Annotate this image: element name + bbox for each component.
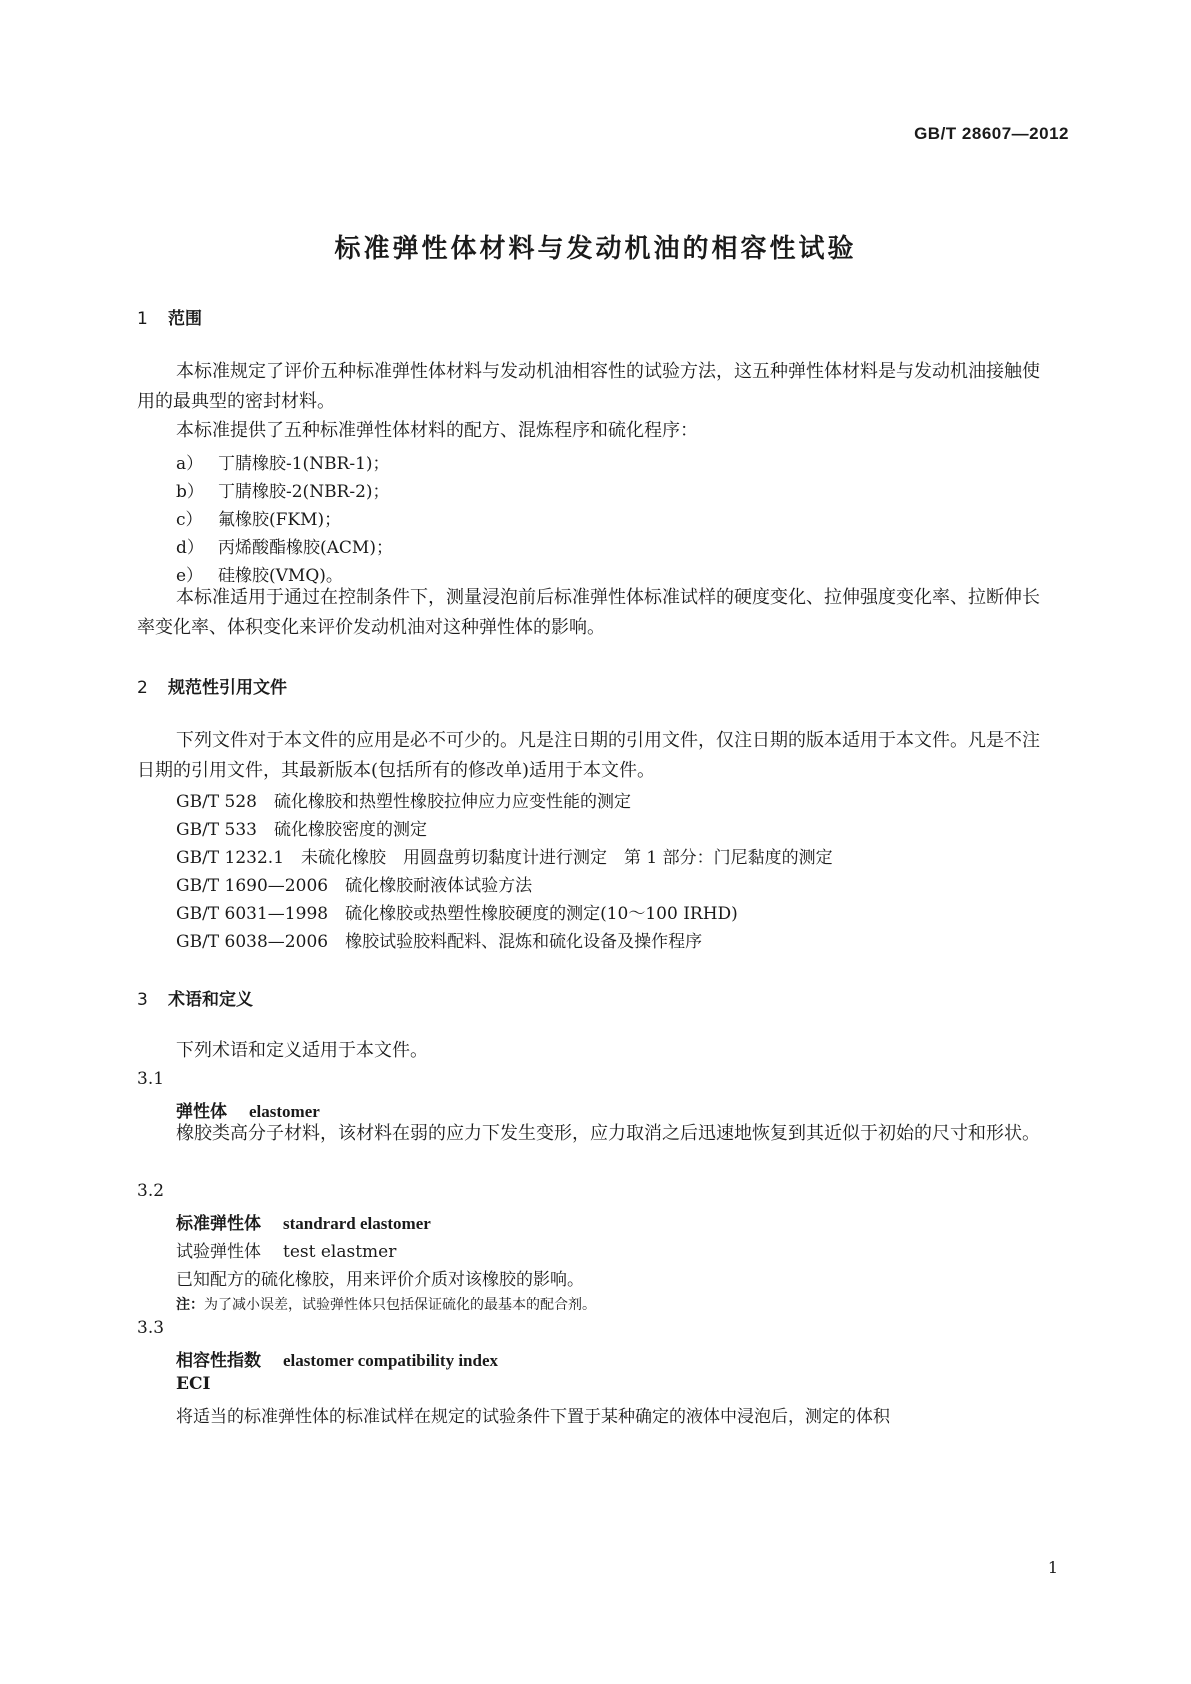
list-text: 丙烯酸酯橡胶(ACM)；: [218, 538, 393, 558]
note-label: 注：: [176, 1297, 204, 1313]
term-number: 3.3: [137, 1318, 165, 1338]
list-text: 丁腈橡胶-2(NBR-2)；: [218, 482, 390, 502]
paragraph: 本标准提供了五种标准弹性体材料的配方、混炼程序和硫化程序：: [176, 420, 698, 441]
section-number: 2: [137, 678, 148, 698]
term-en: standrard elastomer: [283, 1214, 431, 1233]
list-marker: e）: [176, 566, 204, 586]
paragraph: 下列术语和定义适用于本文件。: [176, 1040, 428, 1061]
section-number: 1: [137, 309, 148, 329]
list-item: [176, 533, 393, 558]
reference-title: 橡胶试验胶料配料、混炼和硫化设备及操作程序: [345, 932, 703, 952]
list-marker: c）: [176, 510, 203, 530]
term-abbreviation: ECI: [176, 1374, 211, 1394]
term-zh: 弹性体: [176, 1102, 227, 1122]
reference-code: GB/T 6031—1998: [176, 904, 329, 924]
list-marker: a）: [176, 454, 204, 474]
term-zh: 标准弹性体: [176, 1214, 261, 1234]
reference-item: [176, 787, 631, 812]
term-heading: [176, 1346, 498, 1371]
list-marker: d）: [176, 538, 204, 558]
reference-item: [176, 871, 532, 896]
note-text: 为了减小误差，试验弹性体只包括保证硫化的最基本的配合剂。: [204, 1297, 596, 1313]
term-alternative: [176, 1237, 396, 1262]
term-en: elastomer compatibility index: [283, 1351, 498, 1370]
document-title: 标准弹性体材料与发动机油的相容性试验: [334, 234, 857, 264]
term-zh: 相容性指数: [176, 1351, 261, 1371]
term-definition: 已知配方的硫化橡胶，用来评价介质对该橡胶的影响。: [176, 1270, 584, 1290]
term-definition: 橡胶类高分子材料，该材料在弱的应力下发生变形，应力取消之后迅速地恢复到其近似于初始的尺寸和形状。: [176, 1123, 1040, 1144]
list-text: 硅橡胶(VMQ)。: [218, 566, 343, 586]
reference-item: [176, 815, 427, 840]
reference-title: 未硫化橡胶 用圆盘剪切黏度计进行测定 第 1 部分：门尼黏度的测定: [301, 848, 833, 868]
reference-item: [176, 899, 738, 924]
term-number: 3.1: [137, 1069, 165, 1089]
page-number: 1: [1047, 1558, 1058, 1577]
reference-code: GB/T 533: [176, 820, 257, 840]
section-2-heading: [137, 673, 287, 698]
reference-title: 硫化橡胶耐液体试验方法: [345, 876, 533, 896]
reference-item: [176, 843, 833, 868]
paragraph: 下列文件对于本文件的应用是必不可少的。凡是注日期的引用文件，仅注日期的版本适用于本文件。凡是不注日期的引用文件，其最新版本(包括所有的修改单)适用于本文件。: [137, 730, 1040, 781]
list-text: 丁腈橡胶-1(NBR-1)；: [218, 454, 390, 474]
section-title: 规范性引用文件: [168, 678, 287, 698]
term-number: 3.2: [137, 1181, 165, 1201]
reference-item: [176, 927, 702, 952]
list-text: 氟橡胶(FKM)；: [218, 510, 342, 530]
section-title: 术语和定义: [168, 990, 253, 1010]
alt-en: test elastmer: [283, 1242, 397, 1262]
term-en: elastomer: [249, 1102, 320, 1121]
list-item: [176, 477, 390, 502]
alt-zh: 试验弹性体: [176, 1242, 261, 1262]
reference-code: GB/T 1690—2006: [176, 876, 329, 896]
section-title: 范围: [168, 309, 202, 329]
paragraph: 本标准适用于通过在控制条件下，测量浸泡前后标准弹性体标准试样的硬度变化、拉伸强度变化率、拉断伸长率变化率、体积变化来评价发动机油对这种弹性体的影响。: [137, 587, 1040, 638]
standard-number: GB/T 28607—2012: [914, 124, 1069, 143]
list-item: [176, 505, 341, 530]
reference-code: GB/T 6038—2006: [176, 932, 329, 952]
section-3-heading: [137, 985, 253, 1010]
paragraph: 本标准规定了评价五种标准弹性体材料与发动机油相容性的试验方法，这五种弹性体材料是与发动机油接触使用的最典型的密封材料。: [137, 361, 1040, 412]
section-number: 3: [137, 990, 148, 1010]
section-1-heading: [137, 304, 202, 329]
reference-code: GB/T 528: [176, 792, 257, 812]
reference-code: GB/T 1232.1: [176, 848, 285, 868]
list-marker: b）: [176, 482, 204, 502]
reference-title: 硫化橡胶和热塑性橡胶拉伸应力应变性能的测定: [274, 792, 631, 812]
term-heading: [176, 1209, 431, 1234]
list-item: [176, 449, 390, 474]
reference-title: 硫化橡胶或热塑性橡胶硬度的测定(10～100 IRHD): [345, 904, 738, 924]
reference-title: 硫化橡胶密度的测定: [274, 820, 427, 840]
term-note: [176, 1294, 596, 1314]
term-definition: 将适当的标准弹性体的标准试样在规定的试验条件下置于某种确定的液体中浸泡后，测定的体积: [176, 1407, 890, 1427]
